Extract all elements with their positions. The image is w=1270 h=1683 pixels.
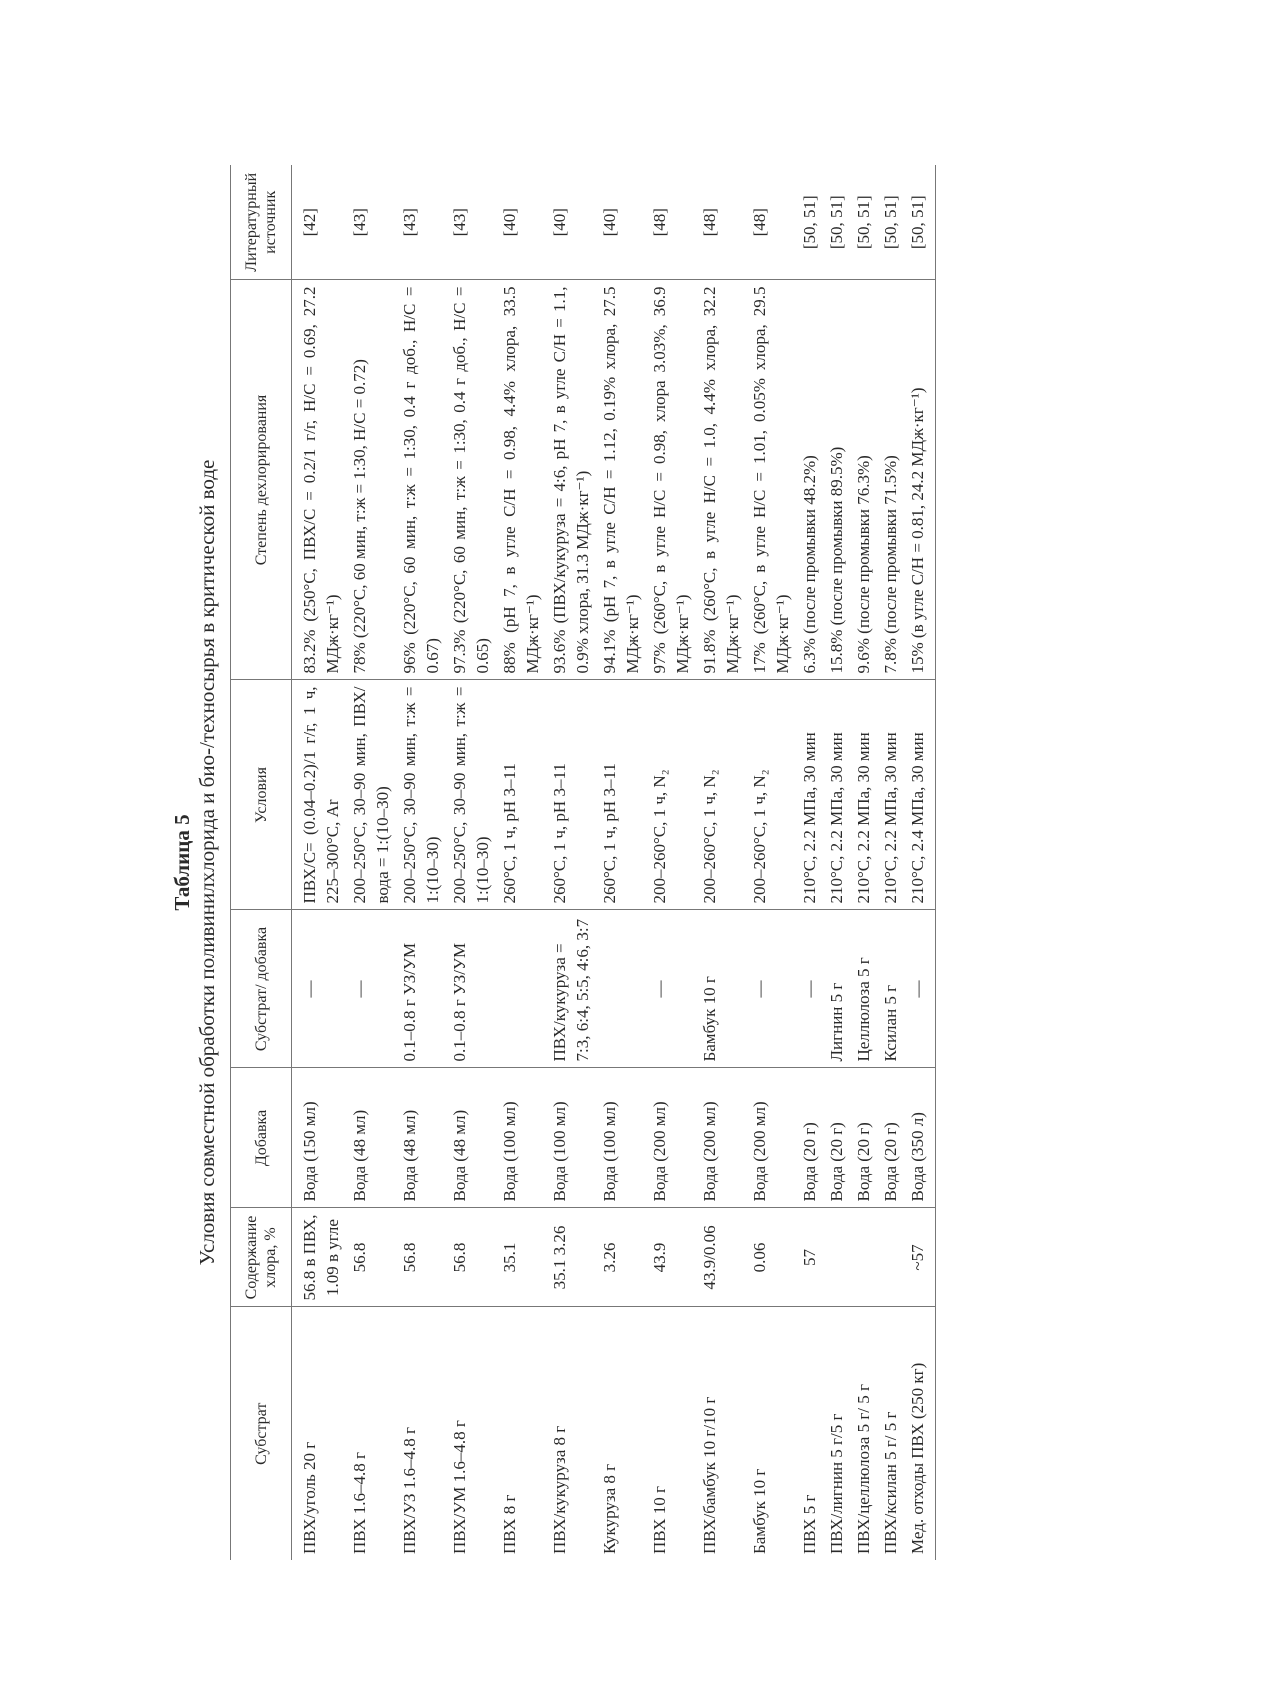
header-cell: Субстрат	[231, 1307, 292, 1560]
table-row	[877, 165, 904, 1560]
cell-chlorine: 56.8	[346, 1208, 396, 1307]
cell-additive: Вода (350 л)	[904, 1068, 936, 1208]
cell-substrate: Мед. отходы ПВХ (250 кг)	[904, 1307, 936, 1560]
table-row	[746, 165, 796, 1560]
cell-substrate: ПВХ/кукуруза 8 г	[550, 1425, 569, 1554]
cell-substrate-additive: Лигнин 5 г	[823, 910, 850, 1068]
cell-chlorine: 35.1 3.26	[546, 1208, 596, 1307]
cell-substrate-additive: —	[346, 910, 396, 1068]
cell-substrate-additive: 0.1–0.8 г УЗ/УМ	[446, 910, 496, 1068]
table-row	[796, 165, 823, 1560]
cell-substrate-additive: —	[746, 910, 796, 1068]
cell-dechlorination-degree: 91.8% (260°С, в угле Н/С = 1.0, 4.4% хлора, 32.2 МДж·кг⁻¹)	[696, 280, 746, 680]
cell-reference: [40]	[596, 165, 646, 280]
cell-dechlorination-degree: 96% (220°С, 60 мин, т:ж = 1:30, 0.4 г доб., Н/С = 0.67)	[396, 280, 446, 680]
cell-additive: Вода (200 мл)	[646, 1068, 696, 1208]
cell-substrate: ПВХ 5 г	[800, 1494, 819, 1554]
table-row	[904, 165, 936, 1560]
cell-additive: Вода (48 мл)	[346, 1068, 396, 1208]
cell-substrate-additive: Целлюлоза 5 г	[850, 910, 877, 1068]
table-row	[346, 165, 396, 1560]
cell-reference: [40]	[496, 165, 546, 280]
table-row	[292, 165, 347, 1560]
cell-substrate-additive	[496, 910, 546, 1068]
cell-substrate-additive: —	[292, 910, 347, 1068]
cell-additive: Вода (100 мл)	[496, 1068, 546, 1208]
table-title: Условия совместной обработки поливинилхлорида и био-/техносырья в критической воде	[195, 459, 219, 1266]
cell-dechlorination-degree: 15.8% (после промывки 89.5%)	[823, 280, 850, 680]
cell-dechlorination-degree: 15% (в угле С/Н = 0.81, 24.2 МДж·кг⁻¹)	[904, 280, 936, 680]
cell-substrate: ПВХ/бамбук 10 г/10 г	[700, 1396, 719, 1554]
cell-reference: [48]	[646, 165, 696, 280]
cell-reference: [43]	[446, 165, 496, 280]
cell-additive: Вода (20 г)	[850, 1068, 877, 1208]
cell-chlorine	[823, 1208, 850, 1307]
cell-conditions: 210°С, 2.2 МПа, 30 мин	[877, 680, 904, 910]
cell-reference: [43]	[396, 165, 446, 280]
table-header-row	[231, 165, 292, 1560]
cell-substrate: ПВХ/УЗ 1.6–4.8 г	[400, 1427, 419, 1554]
cell-additive: Вода (200 мл)	[696, 1068, 746, 1208]
cell-reference: [40]	[546, 165, 596, 280]
cell-dechlorination-degree: 97% (260°С, в угле Н/С = 0.98, хлора 3.03%, 36.9 МДж·кг⁻¹)	[646, 280, 696, 680]
cell-additive: Вода (48 мл)	[446, 1068, 496, 1208]
cell-chlorine: ~57	[904, 1208, 936, 1307]
cell-dechlorination-degree: 97.3% (220°С, 60 мин, т:ж = 1:30, 0.4 г доб., Н/С = 0.65)	[446, 280, 496, 680]
cell-conditions: 200–250°С, 30–90 мин, т:ж = 1:(10–30)	[446, 680, 496, 910]
cell-chlorine: 35.1	[496, 1208, 546, 1307]
cell-dechlorination-degree: 78% (220°С, 60 мин, т:ж = 1:30, Н/С = 0.72)	[346, 280, 396, 680]
cell-dechlorination-degree: 83.2% (250°С, ПВХ/С = 0.2/1 г/г, Н/С = 0.69, 27.2 МДж·кг⁻¹)	[292, 280, 347, 680]
cell-substrate: ПВХ/лигнин 5 г/5 г	[827, 1413, 846, 1554]
table-row	[850, 165, 877, 1560]
cell-reference: [42]	[292, 165, 347, 280]
cell-conditions: 210°С, 2.2 МПа, 30 мин	[850, 680, 877, 910]
cell-substrate-additive: Бамбук 10 г	[696, 910, 746, 1068]
cell-conditions: 200–260°С, 1 ч, N₂	[696, 680, 746, 910]
cell-chlorine: 56.8	[396, 1208, 446, 1307]
cell-reference: [50, 51]	[796, 165, 823, 280]
cell-chlorine: 57	[796, 1208, 823, 1307]
cell-chlorine	[877, 1208, 904, 1307]
cell-conditions: 200–250°С, 30–90 мин, ПВХ/вода = 1:(10–30)	[346, 680, 396, 910]
header-cell: Добавка	[231, 1068, 292, 1208]
header-cell: Литературный источник	[231, 165, 292, 280]
data-table	[230, 165, 936, 1560]
cell-substrate: ПВХ/УМ 1.6–4.8 г	[450, 1420, 469, 1554]
cell-conditions: 200–250°С, 30–90 мин, т:ж = 1:(10–30)	[396, 680, 446, 910]
header-cell: Содержание хлора, %	[231, 1208, 292, 1307]
table-row	[496, 165, 546, 1560]
header-cell: Субстрат/ добавка	[231, 910, 292, 1068]
cell-substrate: ПВХ/целлюлоза 5 г/ 5 г	[854, 1384, 873, 1554]
table-row	[446, 165, 496, 1560]
table-row	[546, 165, 596, 1560]
cell-dechlorination-degree: 6.3% (после промывки 48.2%)	[796, 280, 823, 680]
cell-substrate: ПВХ 1.6–4.8 г	[350, 1452, 369, 1554]
cell-substrate-additive	[596, 910, 646, 1068]
cell-reference: [50, 51]	[823, 165, 850, 280]
cell-conditions: ПВХ/С= (0.04–0.2)/1 г/г, 1 ч, 225–300°С, Ar	[292, 680, 347, 910]
table-row	[396, 165, 446, 1560]
cell-conditions: 210°С, 2.2 МПа, 30 мин	[796, 680, 823, 910]
cell-additive: Вода (100 мл)	[596, 1068, 646, 1208]
cell-dechlorination-degree: 88% (pH 7, в угле С/Н = 0.98, 4.4% хлора, 33.5 МДж·кг⁻¹)	[496, 280, 546, 680]
cell-conditions: 210°С, 2.4 МПа, 30 мин	[904, 680, 936, 910]
cell-substrate-additive: 0.1–0.8 г УЗ/УМ	[396, 910, 446, 1068]
cell-substrate: Бамбук 10 г	[750, 1468, 769, 1554]
cell-chlorine: 56.8 в ПВХ, 1.09 в угле	[292, 1208, 347, 1307]
cell-substrate: ПВХ/ксилан 5 г/ 5 г	[881, 1411, 900, 1554]
cell-conditions: 260°С, 1 ч, pH 3–11	[596, 680, 646, 910]
header-cell: Степень дехлорирования	[231, 280, 292, 680]
table-row	[596, 165, 646, 1560]
cell-conditions: 200–260°С, 1 ч, N₂	[746, 680, 796, 910]
cell-substrate: ПВХ/уголь 20 г	[300, 1441, 319, 1554]
cell-additive: Вода (20 г)	[823, 1068, 850, 1208]
cell-additive: Вода (20 г)	[877, 1068, 904, 1208]
cell-reference: [48]	[746, 165, 796, 280]
cell-dechlorination-degree: 7.8% (после промывки 71.5%)	[877, 280, 904, 680]
table-row	[823, 165, 850, 1560]
cell-substrate-additive: —	[904, 910, 936, 1068]
cell-conditions: 260°С, 1 ч, pH 3–11	[546, 680, 596, 910]
rotated-page	[170, 165, 1100, 1560]
cell-conditions: 200–260°С, 1 ч, N₂	[646, 680, 696, 910]
cell-conditions: 210°С, 2.2 МПа, 30 мин	[823, 680, 850, 910]
cell-additive: Вода (48 мл)	[396, 1068, 446, 1208]
cell-chlorine	[850, 1208, 877, 1307]
cell-substrate: ПВХ 10 г	[650, 1486, 669, 1554]
cell-substrate: Кукуруза 8 г	[600, 1463, 619, 1554]
cell-substrate-additive: —	[646, 910, 696, 1068]
header-cell: Условия	[231, 680, 292, 910]
cell-additive: Вода (100 мл)	[546, 1068, 596, 1208]
cell-additive: Вода (20 г)	[796, 1068, 823, 1208]
cell-chlorine: 43.9/0.06	[696, 1208, 746, 1307]
cell-reference: [50, 51]	[877, 165, 904, 280]
cell-reference: [50, 51]	[850, 165, 877, 280]
cell-conditions: 260°С, 1 ч, pH 3–11	[496, 680, 546, 910]
cell-dechlorination-degree: 9.6% (после промывки 76.3%)	[850, 280, 877, 680]
cell-dechlorination-degree: 17% (260°С, в угле Н/С = 1.01, 0.05% хлора, 29.5 МДж·кг⁻¹)	[746, 280, 796, 680]
cell-reference: [48]	[696, 165, 746, 280]
cell-reference: [50, 51]	[904, 165, 936, 280]
cell-chlorine: 3.26	[596, 1208, 646, 1307]
table-row	[696, 165, 746, 1560]
cell-chlorine: 0.06	[746, 1208, 796, 1307]
cell-chlorine: 43.9	[646, 1208, 696, 1307]
cell-dechlorination-degree: 94.1% (pH 7, в угле С/Н = 1.12, 0.19% хлора, 27.5 МДж·кг⁻¹)	[596, 280, 646, 680]
cell-substrate-additive: Ксилан 5 г	[877, 910, 904, 1068]
cell-reference: [43]	[346, 165, 396, 280]
cell-substrate-additive: ПВХ/кукуруза = 7:3, 6:4, 5:5, 4:6, 3:7	[546, 910, 596, 1068]
cell-dechlorination-degree: 93.6% (ПВХ/кукуруза = 4:6, pH 7, в угле С/Н = 1.1, 0.9% хлора, 31.3 МДж·кг⁻¹)	[546, 280, 596, 680]
cell-chlorine: 56.8	[446, 1208, 496, 1307]
cell-additive: Вода (200 мл)	[746, 1068, 796, 1208]
cell-substrate-additive: —	[796, 910, 823, 1068]
cell-substrate: ПВХ 8 г	[500, 1494, 519, 1554]
table-row	[646, 165, 696, 1560]
table-number: Таблица 5	[170, 814, 194, 911]
cell-additive: Вода (150 мл)	[292, 1068, 347, 1208]
